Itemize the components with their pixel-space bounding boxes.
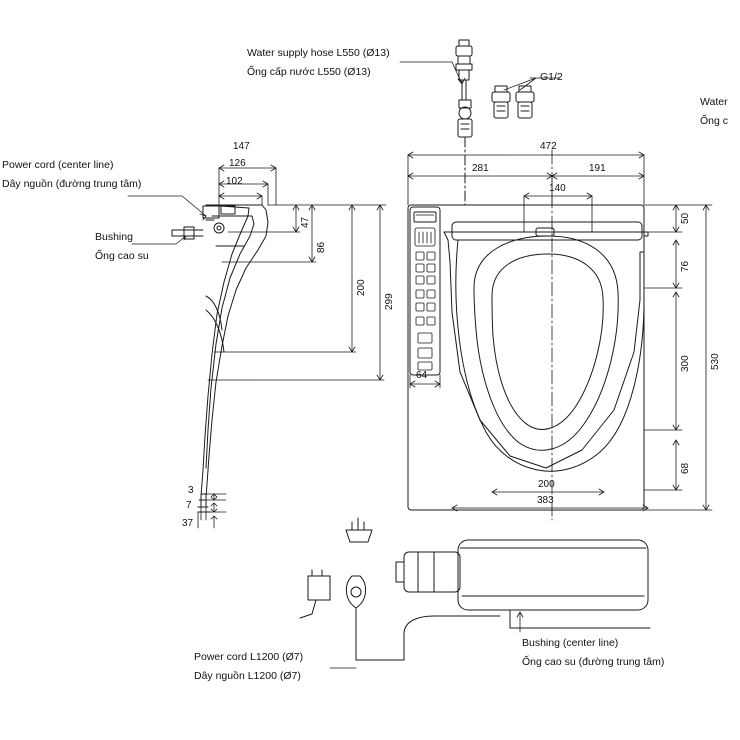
dim-76: 76 — [680, 260, 691, 272]
side-view-dimensions — [198, 165, 386, 528]
dim-140: 140 — [549, 183, 566, 194]
dim-64: 64 — [416, 370, 428, 381]
dim-37: 37 — [182, 518, 194, 529]
label-bushing-center-en: Bushing (center line) — [522, 637, 619, 649]
label-power-cord-center-en: Power cord (center line) — [2, 159, 114, 171]
dim-300: 300 — [680, 355, 691, 372]
label-bushing-center-vi: Ống cao su (đường trung tâm) — [522, 656, 665, 668]
fittings-group — [400, 40, 560, 205]
dim-7: 7 — [186, 500, 192, 511]
dim-200-top: 200 — [538, 479, 555, 490]
dim-530: 530 — [710, 353, 721, 370]
dim-50: 50 — [680, 212, 691, 224]
label-bushing-vi: Ống cao su — [95, 250, 149, 262]
dim-472: 472 — [540, 141, 557, 152]
label-power-cord-center-vi: Dây nguồn (đường trung tâm) — [2, 178, 142, 190]
dim-191: 191 — [589, 163, 606, 174]
label-water-supply-hose-vi: Ống cấp nước L550 (Ø13) — [247, 66, 371, 78]
label-water-right-en: Water — [700, 96, 728, 108]
dim-68: 68 — [680, 462, 691, 474]
dim-126: 126 — [229, 158, 246, 169]
label-power-cord-l1200-en: Power cord L1200 (Ø7) — [194, 651, 304, 663]
side-view-group — [172, 205, 268, 512]
dim-3: 3 — [188, 485, 194, 496]
dim-281: 281 — [472, 163, 489, 174]
dim-147: 147 — [233, 141, 250, 152]
dim-200-side: 200 — [356, 279, 367, 296]
dim-47: 47 — [300, 216, 311, 228]
label-bushing-en: Bushing — [95, 231, 133, 243]
label-g12: G1/2 — [540, 71, 563, 83]
dim-102: 102 — [226, 176, 243, 187]
label-water-right-vi: Ống c — [700, 115, 729, 127]
dim-383: 383 — [537, 495, 554, 506]
label-water-supply-hose-en: Water supply hose L550 (Ø13) — [247, 47, 390, 59]
top-view-group — [396, 205, 650, 628]
dim-299: 299 — [384, 293, 395, 310]
label-power-cord-l1200-vi: Dây nguồn L1200 (Ø7) — [194, 670, 301, 682]
dim-86: 86 — [316, 241, 327, 253]
